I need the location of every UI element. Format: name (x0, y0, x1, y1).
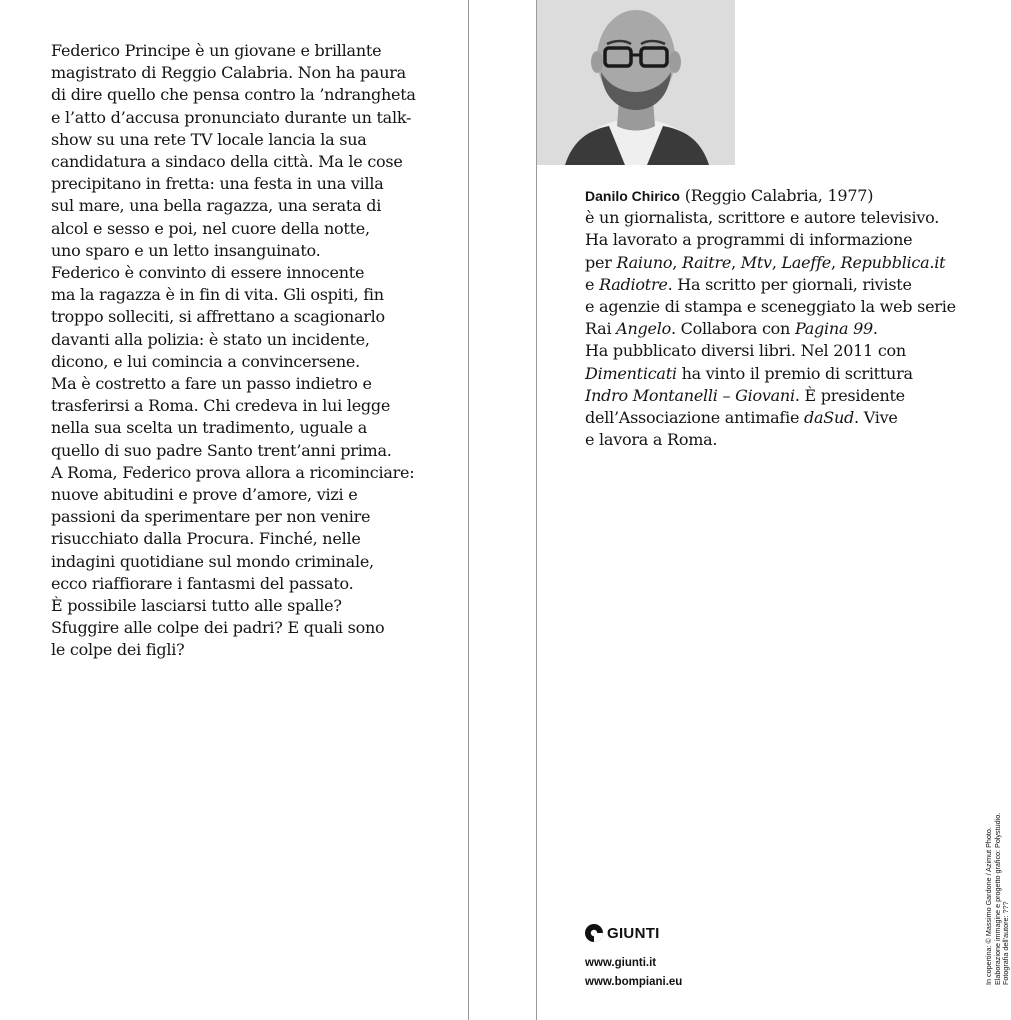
channel-name: Raiuno (616, 252, 673, 272)
channel-name: Mtv (740, 252, 772, 272)
synopsis-line: ecco riaffiorare i fantasmi del passato. (51, 573, 354, 593)
bio-fragment: , (771, 252, 782, 272)
synopsis-line: Sfuggire alle colpe dei padri? E quali sono (51, 618, 385, 638)
synopsis-line: le colpe dei figli? (51, 640, 185, 660)
bio-line (585, 318, 985, 340)
bio-line (585, 274, 985, 296)
bio-line: è un giornalista, scrittore e autore televisivo. (585, 208, 940, 228)
bio-fragment: Rai (585, 319, 617, 339)
bio-fragment: , (672, 252, 682, 272)
bio-fragment: dell’Associazione antimafie (585, 408, 804, 428)
synopsis-line: A Roma, Federico prova allora a ricominciare: (51, 462, 415, 482)
work-title: Dimenticati (585, 363, 677, 383)
synopsis-line: uno sparo e un letto insanguinato. (51, 240, 321, 260)
synopsis-line: Ma è costretto a fare un passo indietro e (51, 374, 372, 394)
channel-name: Repubblica.it (840, 252, 946, 272)
publisher-name: GIUNTI (607, 924, 660, 942)
bio-line: Ha pubblicato diversi libri. Nel 2011 con (585, 341, 906, 361)
synopsis-line: sul mare, una bella ragazza, una serata di (51, 196, 382, 216)
right-flap (537, 0, 1000, 1020)
bio-line (585, 407, 985, 429)
bio-fragment: . Vive (854, 408, 898, 428)
synopsis-line: risucchiato dalla Procura. Finché, nelle (51, 529, 361, 549)
author-bio (585, 185, 985, 451)
work-title: Pagina 99 (794, 319, 873, 339)
synopsis-text (51, 40, 451, 662)
bio-fragment: e (585, 274, 600, 294)
author-portrait-image (537, 0, 735, 165)
channel-name: Raitre (681, 252, 732, 272)
synopsis-line: ma la ragazza è in fin di vita. Gli ospiti, fin (51, 285, 384, 305)
channel-name: Laeffe (781, 252, 831, 272)
synopsis-line: Federico Principe è un giovane e brillante (51, 41, 382, 60)
credit-line: Elaborazione immagine e progetto grafico: Polystudio. (992, 812, 1002, 985)
bio-fragment: , (731, 252, 741, 272)
bio-line: e agenzie di stampa e sceneggiato la web serie (585, 297, 956, 317)
left-flap (0, 0, 468, 1020)
synopsis-line: show su una rete TV locale lancia la sua (51, 129, 367, 149)
synopsis-line: È possibile lasciarsi tutto alle spalle? (51, 596, 342, 616)
synopsis-line: quello di suo padre Santo trent’anni prima. (51, 440, 392, 460)
credit-line: Fotografia dell’autore: ??? (1001, 901, 1011, 985)
bio-fragment: . Ha scritto per giornali, riviste (667, 274, 912, 294)
synopsis-line: candidatura a sindaco della città. Ma le cose (51, 152, 403, 172)
cover-credits (985, 813, 1011, 985)
bio-line (585, 185, 985, 207)
publisher-websites (585, 954, 682, 992)
fold-line (468, 0, 469, 1020)
publisher-logo (584, 922, 660, 944)
award-name: Indro Montanelli – Giovani (585, 385, 795, 405)
synopsis-line: troppo solleciti, si affrettano a scagionarlo (51, 307, 385, 327)
bio-fragment: ha vinto il premio di scrittura (676, 363, 913, 383)
credit-line: In copertina: © Massimo Gardone / Azimut Photo. (984, 827, 993, 985)
synopsis-line: di dire quello che pensa contro la ’ndrangheta (51, 85, 416, 105)
synopsis-line: dicono, e lui comincia a convincersene. (51, 351, 360, 371)
bio-fragment: , (830, 252, 841, 272)
bio-fragment: . (872, 319, 878, 339)
synopsis-line: davanti alla polizia: è stato un incidente, (51, 329, 370, 349)
synopsis-line: e l’atto d’accusa pronunciato durante un talk- (51, 107, 412, 127)
channel-name: Radiotre (599, 274, 668, 294)
work-title: Angelo (616, 319, 671, 339)
synopsis-line: trasferirsi a Roma. Chi credeva in lui legge (51, 396, 391, 416)
bio-fragment: . È presidente (794, 385, 905, 405)
author-name: Danilo Chirico (585, 188, 680, 204)
synopsis-line: nuove abitudini e prove d’amore, vizi e (51, 485, 358, 505)
synopsis-line: alcol e sesso e poi, nel cuore della notte, (51, 218, 370, 238)
bio-line: Ha lavorato a programmi di informazione (585, 230, 913, 250)
synopsis-line: nella sua scelta un tradimento, uguale a (51, 418, 368, 438)
author-photo (537, 0, 735, 165)
bio-fragment: . Collabora con (670, 319, 795, 339)
synopsis-line: precipitano in fretta: una festa in una villa (51, 174, 384, 194)
association-name: daSud (804, 408, 855, 428)
giunti-logo-icon (584, 923, 604, 943)
bio-line (585, 363, 985, 385)
synopsis-line: magistrato di Reggio Calabria. Non ha paura (51, 63, 406, 83)
author-birth-info: (Reggio Calabria, 1977) (679, 186, 874, 205)
website-link[interactable]: www.giunti.it (585, 957, 657, 969)
bio-line: e lavora a Roma. (585, 430, 718, 450)
synopsis-line: passioni da sperimentare per non venire (51, 507, 371, 527)
website-link[interactable]: www.bompiani.eu (585, 976, 683, 988)
bio-fragment: per (585, 252, 617, 272)
bio-line (585, 385, 985, 407)
synopsis-line: indagini quotidiane sul mondo criminale, (51, 551, 374, 571)
bio-line (585, 252, 985, 274)
synopsis-line: Federico è convinto di essere innocente (51, 263, 365, 283)
